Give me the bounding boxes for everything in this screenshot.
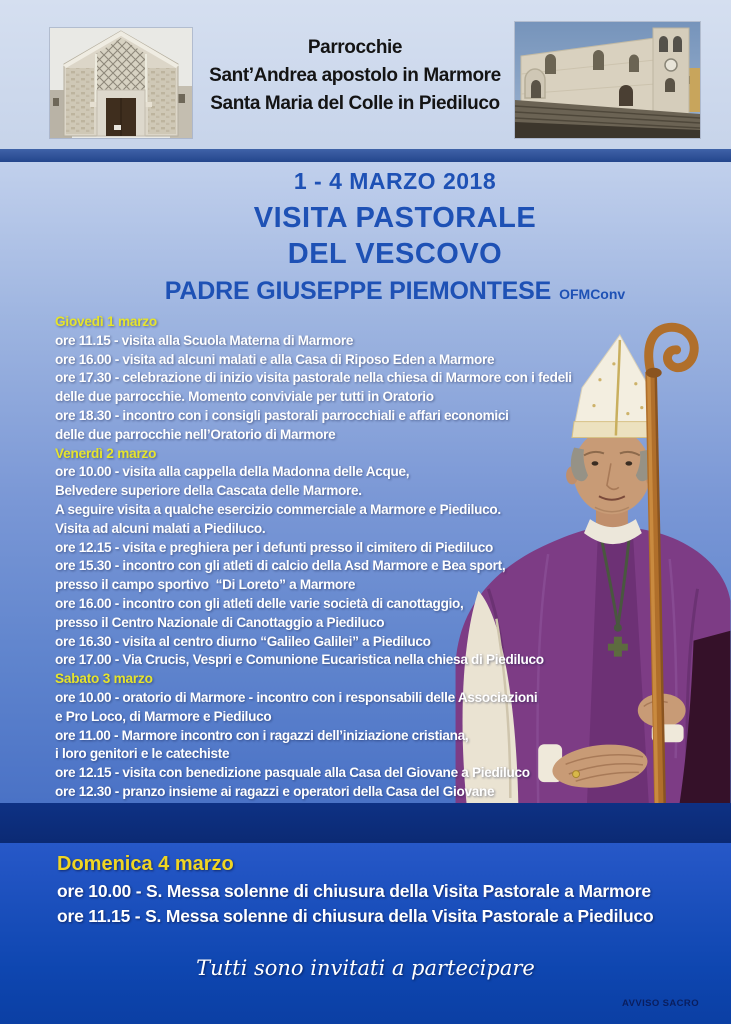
schedule-line: ore 11.00 - Marmore incontro con i ragazzi dell’iniziazione cristiana, [55, 727, 469, 743]
church-piediluco-illustration [515, 22, 700, 138]
main-section [0, 162, 731, 803]
schedule-line: ore 12.15 - visita e preghiera per i defunti presso il cimitero di Piediluco [55, 539, 494, 555]
schedule-line: presso il Centro Nazionale di Canottaggio a Piediluco [55, 614, 385, 630]
church-marmore-photo [50, 28, 192, 138]
schedule [55, 313, 715, 802]
bishop-name-text: PADRE GIUSEPPE PIEMONTESE [164, 277, 552, 305]
schedule-line: delle due parrocchie. Momento conviviale per tutti in Oratorio [55, 389, 434, 405]
title-block [70, 168, 720, 306]
schedule-line: ore 11.15 - visita alla Scuola Materna di Marmore [55, 332, 354, 348]
poster-title-line-1: VISITA PASTORALE [253, 202, 537, 234]
schedule-line: Belvedere superiore della Cascata delle Marmore. [55, 483, 362, 499]
schedule-day-label: Sabato 3 marzo [55, 671, 153, 687]
schedule-line: ore 12.15 - visita con benedizione pasquale alla Casa del Giovane a Piediluco [55, 765, 530, 781]
schedule-day-label: Giovedì 1 marzo [55, 314, 158, 329]
church-piediluco-photo [515, 22, 700, 138]
schedule-line: ore 18.30 - incontro con i consigli pastorali parrocchiali e affari economici [55, 407, 509, 423]
schedule-line: ore 10.00 - visita alla cappella della Madonna delle Acque, [55, 464, 410, 480]
poster-title-line-2: DEL VESCOVO [287, 238, 503, 270]
divider-bar [0, 149, 731, 162]
schedule-day-label: Venerdì 2 marzo [55, 445, 157, 461]
schedule-line: ore 10.00 - oratorio di Marmore - incontro con i responsabili delle Associazioni [55, 689, 538, 705]
header-title-block [200, 34, 510, 118]
schedule-line: delle due parrocchie nell’Oratorio di Marmore [55, 426, 336, 442]
closing-line: ore 11.15 - S. Messa solenne di chiusura della Visita Pastorale a Piediluco [57, 906, 654, 926]
schedule-line: ore 12.30 - pranzo insieme ai ragazzi e operatori della Casa del Giovane [55, 783, 495, 799]
schedule-line: ore 16.30 - visita al centro diurno “Galileo Galilei” a Piediluco [55, 633, 431, 649]
closing-day-label: Domenica 4 marzo [57, 853, 234, 875]
schedule-line: Visita ad alcuni malati a Piediluco. [55, 520, 266, 536]
header-organization: Parrocchie [307, 37, 403, 58]
invitation-line: Tutti sono invitati a partecipare [196, 956, 535, 980]
header-parish-1: Sant’Andrea apostolo in Marmore [209, 65, 501, 86]
header-parish-2: Santa Maria del Colle in Piediluco [210, 93, 500, 114]
schedule-line: ore 15.30 - incontro con gli atleti di calcio della Asd Marmore e Bea sport, [55, 558, 506, 574]
schedule-line: i loro genitori e le catechiste [55, 746, 230, 762]
closing-line: ore 10.00 - S. Messa solenne di chiusura della Visita Pastorale a Marmore [57, 881, 651, 901]
schedule-line: ore 16.00 - incontro con gli atleti delle varie società di canottaggio, [55, 595, 464, 611]
schedule-line: e Pro Loco, di Marmore e Piediluco [55, 708, 272, 724]
schedule-line: A seguire visita a qualche esercizio commerciale a Marmore e Piediluco. [55, 501, 501, 517]
schedule-line: ore 17.30 - celebrazione di inizio visita pastorale nella chiesa di Marmore con i fedeli [55, 370, 572, 386]
schedule-line: ore 17.00 - Via Crucis, Vespri e Comunione Eucaristica nella chiesa di Piediluco [55, 652, 544, 668]
header [0, 0, 731, 149]
closing-lines [57, 879, 653, 929]
bishop-order-suffix: OFMConv [559, 286, 626, 302]
schedule-line: ore 16.00 - visita ad alcuni malati e alla Casa di Riposo Eden a Marmore [55, 351, 495, 367]
date-range: 1 - 4 MARZO 2018 [293, 168, 497, 194]
avviso-sacro-label: AVVISO SACRO [622, 998, 699, 1009]
separator-band [0, 803, 731, 843]
closing-section [0, 843, 731, 1024]
bishop-name [70, 277, 720, 306]
church-marmore-illustration [50, 28, 192, 138]
schedule-line: presso il campo sportivo “Di Loreto” a Marmore [55, 577, 356, 593]
